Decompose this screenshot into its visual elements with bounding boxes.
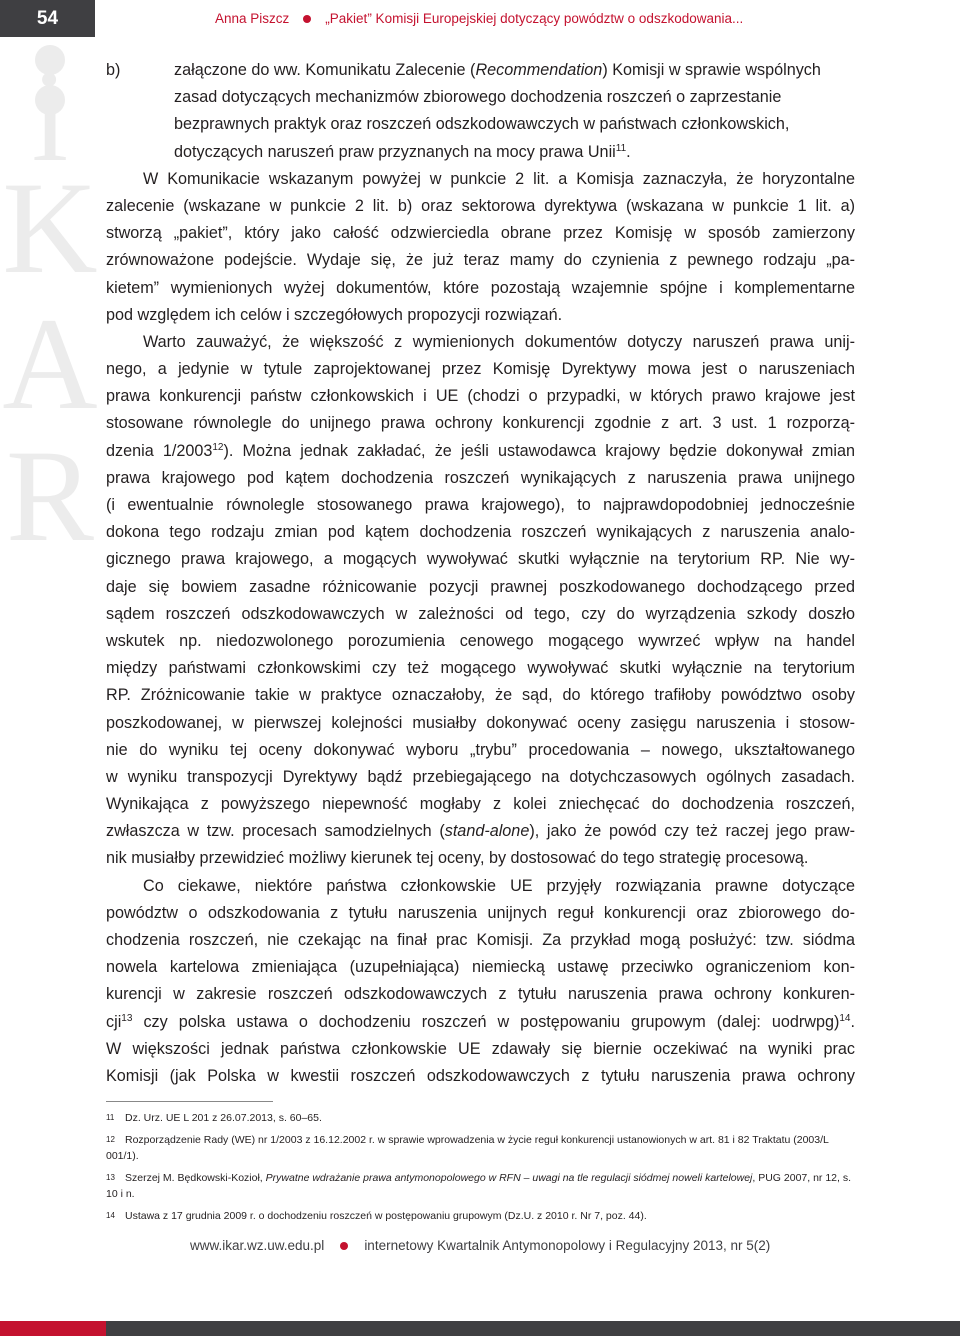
list-item-line: zasad dotyczących mechanizmów zbiorowego dochodzenia roszczeń o zaprzestanie (174, 88, 782, 107)
footnote-number: 12 (106, 1135, 115, 1144)
footnote-ref[interactable]: 12 (212, 441, 224, 453)
text-line: nowela kartelowa zmieniająca (uzupełniająca) niemiecką ustawę przeciwko ograniczeniom kon- (106, 958, 855, 977)
text-line: pod względem ich celów i szczegółowych propozycji rozwiązań. (106, 305, 563, 324)
text-line: Komisji (jak Polska w kwestii roszczeń odszkodowawczych z tytułu naruszenia prawa ochrony (106, 1066, 855, 1085)
text-line: między państwami członkowskimi czy też mogącego wywoływać skutki wyłącznie na terytorium (106, 659, 855, 678)
rail-letter-a: A (2, 290, 98, 437)
rail-letter-i: i (31, 42, 69, 189)
text-line: nie do wyniku tej oceny dokonywać wyboru „trybu” procedowania – nowego, ukształtowanego (106, 740, 855, 759)
text-line: gicznego prawa krajowego, a mogących wywoływać skutki wyłącznie na terytorium RP. Nie wy- (106, 550, 855, 569)
bottom-accent-bar (0, 1321, 106, 1336)
text-line: W większości jednak państwa członkowskie UE zdawały się biernie oczekiwać na wyniki prac (106, 1039, 855, 1058)
footnote-number: 11 (106, 1113, 115, 1122)
paragraph (106, 166, 855, 329)
footnote-number: 14 (106, 1211, 115, 1220)
text-line: RP. Zróżnicowanie takie w praktyce oznaczałoby, że sąd, do którego trafiłoby powództwo osoby (106, 686, 855, 705)
text-line: zalecenie (wskazane w punkcie 2 lit. b) oraz sektorowa dyrektywa (wskazana w punkcie 1 lit. a) (106, 196, 855, 215)
text-line: w wyniku transpozycji Dyrektywy bądź przebiegającego na dotychczasowych ogólnych zasadach. (106, 767, 855, 786)
list-item-line: bezprawnych praktyk oraz roszczeń odszkodowawczych w państwach członkowskich, (174, 115, 790, 134)
header-bullet-icon (303, 15, 311, 23)
footnote-14: 14 Ustawa z 17 grudnia 2009 r. o dochodzeniu roszczeń w postępowaniu grupowym (Dz.U. z 2010 r. Nr 7, poz. 44). (106, 1210, 647, 1222)
text-line: dokona tego rodzaju zmian pod kątem dochodzenia roszczeń wynikających z naruszenia analo- (106, 523, 855, 542)
text-line: stosowane równolegle do unijnego prawa ochrony konkurencji zgodnie z art. 3 ust. 1 rozporzą- (106, 414, 855, 433)
page-footer (190, 1238, 770, 1253)
footer-bullet-icon (340, 1242, 348, 1250)
footnote-11: 11 Dz. Urz. UE L 201 z 26.07.2013, s. 60–65. (106, 1112, 322, 1124)
article-body (106, 57, 855, 1090)
text-line: Wynikająca z powyższego niepewność mogłaby z kolei zniechęcać do dochodzenia roszczeń, (106, 795, 855, 814)
footnote-ref[interactable]: 11 (615, 142, 627, 154)
text-line: zwłaszcza w tzw. procesach samodzielnych (stand-alone), jako że powód czy też raczej jego praw- (106, 822, 856, 841)
text-line: cji$^{13}$ czy polska ustawa o dochodzeniu roszczeń w postępowaniu grupowym (dalej: uodrwpg)$^{14}$. (106, 1012, 855, 1031)
header-author: Anna Piszcz (215, 11, 290, 26)
footer-journal: internetowy Kwartalnik Antymonopolowy i Regulacyjny 2013, nr 5(2) (364, 1238, 771, 1253)
list-item-line: dotyczących naruszeń praw przyznanych na mocy prawa Unii$^{11}$. (174, 142, 631, 161)
footnote-number: 13 (106, 1173, 115, 1182)
footnote-12: 12 Rozporządzenie Rady (WE) nr 1/2003 z 16.12.2002 r. w sprawie wprowadzenia w życie reguł konkurencji ustanowionych w art. 81 i 82 Traktatu (2003/L 001/1). (106, 1134, 829, 1162)
list-item-b (106, 57, 855, 166)
text-line: Co ciekawe, niektóre państwa członkowskie UE przyjęły rozwiązania prawne dotyczące (143, 876, 855, 895)
rail-letter-k: K (2, 154, 98, 301)
footnote-13: 13 Szerzej M. Będkowski-Kozioł, Prywatne wdrażanie prawa antymonopolowego w RFN – uwagi na tle regulacji siódmej noweli kartelowej, PUG 2007, nr 12, s. 10 i n. (106, 1172, 852, 1200)
text-line: daje się bowiem zasadne różnicowanie pozycji prawnej poszkodowanego dochodzącego przed (106, 577, 855, 596)
footnote-ref[interactable]: 13 (121, 1012, 133, 1024)
footer-url-link[interactable]: www.ikar.wz.uw.edu.pl (190, 1238, 325, 1253)
text-line: stworzą „pakiet”, który jako całość odzwierciedla obrane przez Komisję w sposób zamierzony (106, 224, 855, 243)
list-item-line: b) załączone do ww. Komunikatu Zalecenie (Recommendation) Komisji w sprawie wspólnych (106, 57, 855, 84)
paragraph (106, 873, 855, 1091)
text-line: prawa konkurencji państw członkowskich i UE (chodzi o przypadki, w których prawo krajowe jest (106, 387, 855, 406)
rail-letter-r: R (5, 422, 95, 569)
list-marker: b) (106, 61, 121, 79)
text-line: wskutek np. niedozwolonego porozumienia cenowego mogącego wywrzeć wpływ na handel (106, 631, 855, 650)
text-line: kietem” wymienionych wyżej dokumentów, które pozostają wzajemnie spójne i komplementarne (106, 278, 855, 297)
text-line: dzenia 1/2003$^{12}$). Można jednak zakładać, że jeśli ustawodawca krajowy będzie dokonywał zmian (106, 441, 855, 460)
bottom-bar (106, 1321, 960, 1336)
running-header (215, 11, 743, 26)
footnote-divider (106, 1101, 273, 1102)
text-line: powództw o odszkodowania z tytułu naruszenia unijnych reguł konkurencji oraz zbiorowego do- (106, 903, 855, 922)
page-number: 54 (0, 0, 95, 37)
text-line: Warto zauważyć, że większość z wymienionych dokumentów dotyczy naruszeń prawa unij- (143, 332, 855, 351)
footnote-ref[interactable]: 14 (839, 1012, 851, 1024)
text-line: prawa krajowego pod kątem dochodzenia roszczeń wynikających z naruszenia prawa unijnego (106, 468, 855, 487)
text-line: sądem roszczeń odszkodowawczych w zależności od tego, czy do wyrządzenia szkody doszło (106, 604, 855, 623)
text-line: nego, a jedynie w tytule zaprojektowanej przez Komisję Dyrektywy mowa jest o naruszeniach (106, 360, 855, 379)
header-title: „Pakiet” Komisji Europejskiej dotyczący powództw o odszkodowania... (325, 11, 744, 26)
paragraph (106, 329, 855, 873)
text-line: (i ewentualnie równolegle stosowanego prawa krajowego), to najprawdopodobniej jednocześnie (106, 496, 855, 514)
italic-term: stand-alone (444, 822, 530, 841)
footnotes (106, 1110, 855, 1230)
text-line: poszkodowanej, w pierwszej kolejności musiałby dokonywać oceny zasięgu naruszenia i stosow- (106, 713, 855, 732)
text-line: nik musiałby przewidzieć możliwy kierunek tej oceny, by dostosować do tego strategię procesową. (106, 849, 809, 868)
text-line: W Komunikacie wskazanym powyżej w punkcie 2 lit. a Komisja zaznaczyła, że horyzontalne (143, 169, 855, 188)
text-line: zrównoważone podejście. Wydaje się, że już teraz mamy do czynienia z pewnego rodzaju „pa- (106, 251, 855, 270)
text-line: kurencji w zakresie roszczeń odszkodowawczych z tytułu naruszenia prawa ochrony konkuren- (106, 985, 855, 1004)
text-line: chodzenia roszczeń, nie czekając na finał prac Komisji. Za przykład mogą posłużyć: tzw. siódma (106, 931, 855, 949)
italic-term: Recommendation (475, 61, 603, 79)
